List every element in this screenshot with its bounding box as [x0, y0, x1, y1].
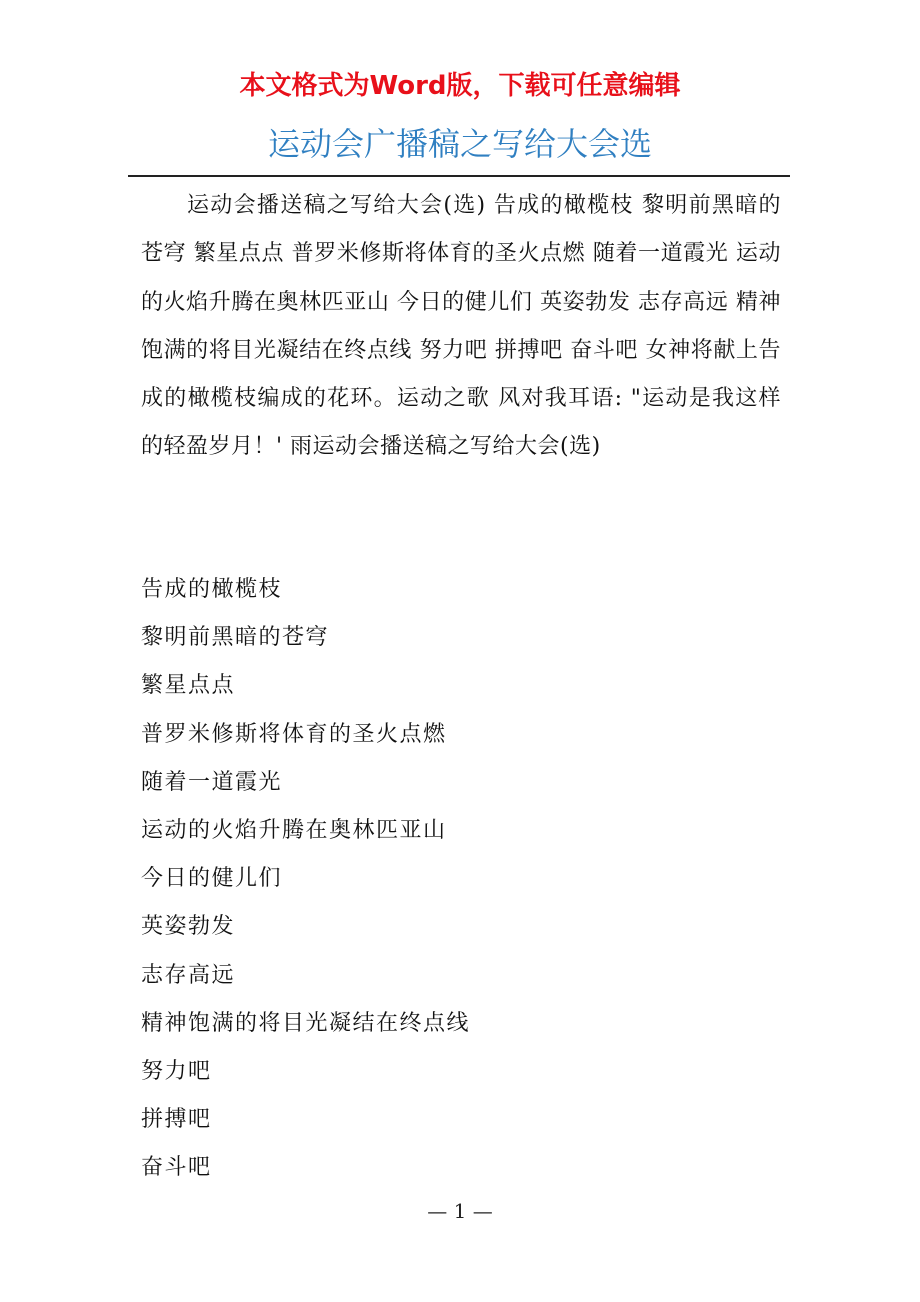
poem-line: 精神饱满的将目光凝结在终点线: [141, 1010, 471, 1036]
poem-line: 努力吧: [141, 1058, 212, 1084]
document-title: 运动会广播稿之写给大会选: [267, 125, 652, 163]
body-paragraph: 运动会播送稿之写给大会(选) 告成的橄榄枝 黎明前黑暗的苍穹 繁星点点 普罗米修斯将体育的圣火点燃 随着一道霞光 运动的火焰升腾在奥林匹亚山 今日的健儿们 英姿勃发 志存高远 精神饱满的将目光凝结在终点线 努力吧 拼搏吧 奋斗吧 女神将献上告成的橄榄枝编成的花环。运动之歌 风对我耳语: "运动是我这样的轻盈岁月！' 雨运动会播送稿之写给大会(选): [141, 193, 781, 460]
poem-line: 繁星点点: [141, 673, 236, 699]
poem-line: 告成的橄榄枝: [141, 577, 283, 602]
poem-line: 随着一道霞光: [141, 769, 283, 795]
poem-line: 今日的健儿们: [141, 866, 283, 892]
poem-lines: [141, 566, 781, 1192]
poem-line: 志存高远: [141, 962, 236, 988]
poem-line: 英姿勃发: [141, 914, 236, 940]
poem-line: 运动的火焰升腾在奥林匹亚山: [141, 817, 447, 843]
poem-line: 拼搏吧: [141, 1107, 212, 1133]
poem-line: 黎明前黑暗的苍穹: [141, 625, 330, 651]
poem-line: 普罗米修斯将体育的圣火点燃: [141, 721, 447, 747]
poem-line: 奋斗吧: [141, 1155, 212, 1181]
format-notice-banner: 本文格式为Word版，下载可任意编辑: [239, 71, 681, 101]
page-number: — 1 —: [427, 1199, 493, 1223]
title-divider: [128, 175, 790, 177]
